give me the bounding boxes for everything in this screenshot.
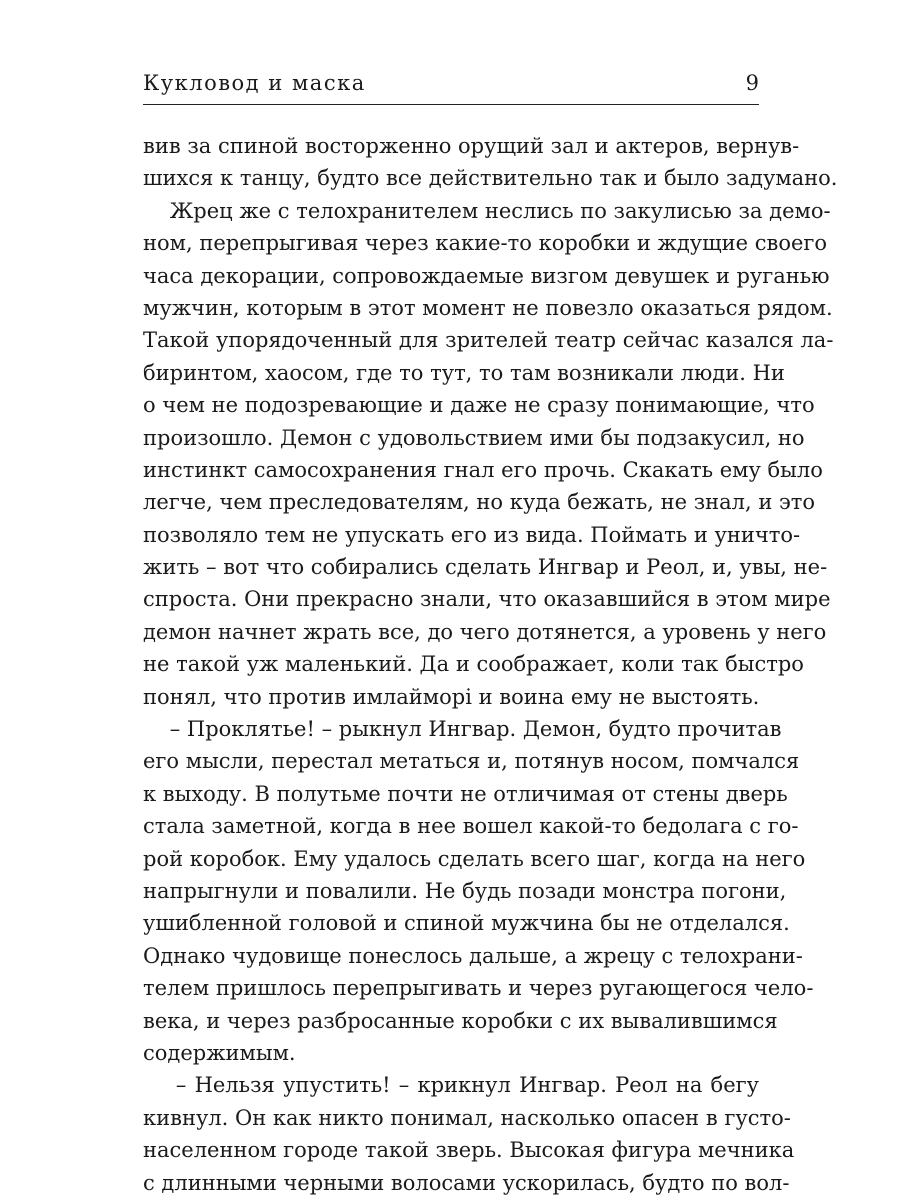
text-line: века, и через разбросанные коробки с их вывалившимся <box>143 1008 778 1033</box>
text-line: произошло. Демон с удовольствием ими бы подзакусил, но <box>143 425 805 450</box>
text-line: стала заметной, когда в нее вошел какой-то бедолага с го- <box>143 814 799 839</box>
text-line: легче, чем преследователям, но куда бежать, не знал, и это <box>143 490 816 515</box>
text-line: жить – вот что собирались сделать Ингвар и Реол, и, увы, не- <box>143 555 828 580</box>
text-line: шихся к танцу, будто все действительно так и было задумано. <box>143 166 838 191</box>
text-line: Такой упорядоченный для зрителей театр сейчас казался ла- <box>143 328 834 353</box>
text-line: демон начнет жрать все, до чего дотянется, а уровень у него <box>143 619 827 644</box>
page-number: 9 <box>745 71 759 95</box>
text-line: содержимым. <box>143 1040 296 1065</box>
running-title: Кукловод и маска <box>143 71 366 95</box>
text-line: мужчин, которым в этот момент не повезло оказаться рядом. <box>143 295 833 320</box>
text-line: биринтом, хаосом, где то тут, то там возникали люди. Ни <box>143 360 785 385</box>
text-line: позволяло тем не упускать его из вида. Поймать и уничто- <box>143 522 801 547</box>
body-text <box>143 130 838 1199</box>
text-line: – Нельзя упустить! – крикнул Ингвар. Реол на бегу <box>143 1073 759 1098</box>
text-line: напрыгнули и повалили. Не будь позади монстра погони, <box>143 878 787 903</box>
text-line: ном, перепрыгивая через какие-то коробки и ждущие своего <box>143 231 828 256</box>
text-line: Жрец же с телохранителем неслись по закулисью за демо- <box>143 198 831 223</box>
text-line: спроста. Они прекрасно знали, что оказавшийся в этом мире <box>143 587 831 612</box>
page-header <box>143 66 759 100</box>
text-line: инстинкт самосохранения гнал его прочь. Скакать ему было <box>143 457 823 482</box>
text-line: его мысли, перестал метаться и, потянув носом, помчался <box>143 749 800 774</box>
text-line: ушибленной головой и спиной мужчина бы не отделался. <box>143 911 790 936</box>
text-line: с длинными черными волосами ускорилась, будто по вол- <box>143 1170 790 1195</box>
text-line: к выходу. В полутьме почти не отличимая от стены дверь <box>143 781 788 806</box>
text-line: – Проклятье! – рыкнул Ингвар. Демон, будто прочитав <box>143 717 782 742</box>
text-line: кивнул. Он как никто понимал, насколько опасен в густо- <box>143 1105 791 1130</box>
text-line: населенном городе такой зверь. Высокая фигура мечника <box>143 1138 795 1163</box>
text-line: не такой уж маленький. Да и соображает, коли так быстро <box>143 652 804 677</box>
text-line: телем пришлось перепрыгивать и через ругающегося чело- <box>143 976 814 1001</box>
text-line: рой коробок. Ему удалось сделать всего шаг, когда на него <box>143 846 806 871</box>
text-line: часа декорации, сопровождаемые визгом девушек и руганью <box>143 263 830 288</box>
text-line: понял, что против имлайморі и воина ему не выстоять. <box>143 684 760 709</box>
text-line: вив за спиной восторженно орущий зал и актеров, вернув- <box>143 134 800 158</box>
text-line: Однако чудовище понеслось дальше, а жрецу с телохрани- <box>143 943 803 968</box>
text-line: о чем не подозревающие и даже не сразу понимающие, что <box>143 393 815 418</box>
header-rule <box>143 104 759 105</box>
